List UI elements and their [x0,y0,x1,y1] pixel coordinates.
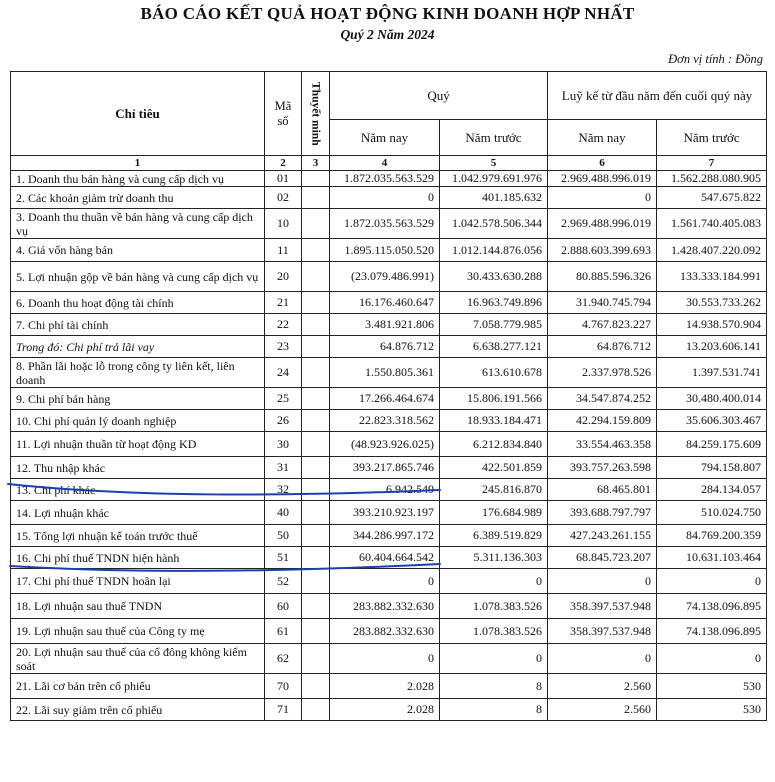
row-code: 61 [265,619,302,644]
table-row [11,501,767,525]
row-quarter-this-year: 17.266.464.674 [330,388,440,410]
row-indicator: 10. Chi phí quản lý doanh nghiệp [11,410,265,432]
row-quarter-this-year: 64.876.712 [330,336,440,358]
row-code: 40 [265,501,302,525]
row-ytd-this-year: 34.547.874.252 [548,388,657,410]
row-ytd-last-year: 284.134.057 [657,479,767,501]
row-ytd-this-year: 2.560 [548,699,657,721]
row-indicator: 3. Doanh thu thuần về bán hàng và cung cấp dịch vụ [11,209,265,239]
row-quarter-last-year: 5.311.136.303 [440,547,548,569]
row-note [302,569,330,594]
row-ytd-last-year: 530 [657,674,767,699]
table-row [11,388,767,410]
row-code: 21 [265,292,302,314]
row-indicator: Trong đó: Chi phí trả lãi vay [11,336,265,358]
row-ytd-this-year: 2.560 [548,674,657,699]
row-ytd-this-year: 393.757.263.598 [548,457,657,479]
row-quarter-last-year: 15.806.191.566 [440,388,548,410]
row-note [302,171,330,187]
row-note [302,358,330,388]
row-indicator: 21. Lãi cơ bản trên cổ phiếu [11,674,265,699]
row-indicator: 19. Lợi nhuận sau thuế của Công ty mẹ [11,619,265,644]
row-ytd-last-year: 1.397.531.741 [657,358,767,388]
row-quarter-last-year: 245.816.870 [440,479,548,501]
row-code: 20 [265,262,302,292]
row-ytd-this-year: 427.243.261.155 [548,525,657,547]
row-code: 32 [265,479,302,501]
row-note [302,187,330,209]
table-row [11,569,767,594]
row-quarter-this-year: 60.404.664.542 [330,547,440,569]
row-quarter-last-year: 1.012.144.876.056 [440,239,548,262]
table-row [11,239,767,262]
row-ytd-last-year: 0 [657,569,767,594]
row-indicator: 9. Chi phí bán hàng [11,388,265,410]
table-row [11,262,767,292]
table-row [11,432,767,457]
row-code: 62 [265,644,302,674]
row-ytd-last-year: 1.562.288.080.905 [657,171,767,187]
row-quarter-this-year: 16.176.460.647 [330,292,440,314]
table-row [11,171,767,187]
row-quarter-this-year: (23.079.486.991) [330,262,440,292]
row-ytd-last-year: 84.769.200.359 [657,525,767,547]
row-indicator: 20. Lợi nhuận sau thuế của cổ đông không kiểm soát [11,644,265,674]
row-note [302,209,330,239]
table-row [11,358,767,388]
row-indicator: 15. Tổng lợi nhuận kế toán trước thuế [11,525,265,547]
header-code: Mã số [265,72,302,156]
row-quarter-this-year: 283.882.332.630 [330,619,440,644]
row-ytd-last-year: 13.203.606.141 [657,336,767,358]
row-quarter-this-year: 0 [330,644,440,674]
row-ytd-last-year: 74.138.096.895 [657,619,767,644]
row-quarter-last-year: 1.042.578.506.344 [440,209,548,239]
row-quarter-last-year: 401.185.632 [440,187,548,209]
row-quarter-last-year: 16.963.749.896 [440,292,548,314]
row-ytd-this-year: 2.969.488.996.019 [548,209,657,239]
row-ytd-this-year: 68.845.723.207 [548,547,657,569]
row-code: 10 [265,209,302,239]
row-note [302,699,330,721]
row-quarter-last-year: 1.078.383.526 [440,619,548,644]
row-quarter-this-year: 0 [330,569,440,594]
row-note [302,388,330,410]
row-quarter-last-year: 613.610.678 [440,358,548,388]
row-ytd-last-year: 794.158.807 [657,457,767,479]
table-row [11,525,767,547]
row-quarter-this-year: 6.942.549 [330,479,440,501]
table-row [11,644,767,674]
row-note [302,239,330,262]
row-indicator: 12. Thu nhập khác [11,457,265,479]
row-indicator: 4. Giá vốn hàng bán [11,239,265,262]
row-code: 30 [265,432,302,457]
row-ytd-last-year: 35.606.303.467 [657,410,767,432]
row-quarter-this-year: 283.882.332.630 [330,594,440,619]
row-code: 01 [265,171,302,187]
table-row [11,594,767,619]
row-ytd-this-year: 358.397.537.948 [548,619,657,644]
row-code: 11 [265,239,302,262]
row-quarter-this-year: 1.872.035.563.529 [330,171,440,187]
row-ytd-this-year: 31.940.745.794 [548,292,657,314]
header-q-this-year: Năm nay [330,120,440,156]
row-code: 60 [265,594,302,619]
row-ytd-this-year: 2.969.488.996.019 [548,171,657,187]
header-y-this-year: Năm nay [548,120,657,156]
row-quarter-this-year: 393.210.923.197 [330,501,440,525]
table-row [11,457,767,479]
row-indicator: 8. Phần lãi hoặc lỗ trong công ty liên kết, liên doanh [11,358,265,388]
table-row [11,187,767,209]
table-row [11,699,767,721]
row-indicator: 14. Lợi nhuận khác [11,501,265,525]
row-code: 23 [265,336,302,358]
row-ytd-last-year: 1.561.740.405.083 [657,209,767,239]
report-title: BÁO CÁO KẾT QUẢ HOẠT ĐỘNG KINH DOANH HỢP NHẤT [140,4,635,23]
col-index-1: 1 [11,156,265,171]
row-indicator: 1. Doanh thu bán hàng và cung cấp dịch vụ [11,171,265,187]
row-indicator: 17. Chi phí thuế TNDN hoãn lại [11,569,265,594]
row-ytd-this-year: 0 [548,187,657,209]
row-quarter-last-year: 18.933.184.471 [440,410,548,432]
income-statement-table [10,71,767,721]
row-ytd-last-year: 510.024.750 [657,501,767,525]
row-note [302,525,330,547]
row-indicator: 2. Các khoản giảm trừ doanh thu [11,187,265,209]
row-quarter-last-year: 8 [440,674,548,699]
row-note [302,674,330,699]
row-quarter-this-year: (48.923.926.025) [330,432,440,457]
row-note [302,644,330,674]
row-quarter-last-year: 0 [440,569,548,594]
row-note [302,594,330,619]
col-index-5: 5 [440,156,548,171]
row-code: 70 [265,674,302,699]
row-ytd-this-year: 80.885.596.326 [548,262,657,292]
row-quarter-this-year: 22.823.318.562 [330,410,440,432]
row-ytd-last-year: 530 [657,699,767,721]
table-row [11,479,767,501]
row-code: 52 [265,569,302,594]
row-code: 22 [265,314,302,336]
table-row [11,292,767,314]
row-code: 50 [265,525,302,547]
row-ytd-last-year: 1.428.407.220.092 [657,239,767,262]
row-note [302,619,330,644]
row-ytd-this-year: 33.554.463.358 [548,432,657,457]
row-note [302,314,330,336]
row-quarter-last-year: 1.078.383.526 [440,594,548,619]
row-quarter-this-year: 1.895.115.050.520 [330,239,440,262]
row-ytd-last-year: 14.938.570.904 [657,314,767,336]
row-quarter-last-year: 8 [440,699,548,721]
table-row [11,619,767,644]
row-quarter-this-year: 393.217.865.746 [330,457,440,479]
row-indicator: 18. Lợi nhuận sau thuế TNDN [11,594,265,619]
header-indicator: Chỉ tiêu [11,72,265,156]
col-index-4: 4 [330,156,440,171]
row-ytd-this-year: 393.688.797.797 [548,501,657,525]
row-quarter-this-year: 1.550.805.361 [330,358,440,388]
row-indicator: 16. Chi phí thuế TNDN hiện hành [11,547,265,569]
table-row [11,314,767,336]
row-quarter-last-year: 0 [440,644,548,674]
row-quarter-last-year: 6.638.277.121 [440,336,548,358]
table-row [11,209,767,239]
table-row [11,674,767,699]
row-note [302,336,330,358]
row-note [302,292,330,314]
row-indicator: 11. Lợi nhuận thuần từ hoạt động KD [11,432,265,457]
row-ytd-this-year: 4.767.823.227 [548,314,657,336]
report-period: Quý 2 Năm 2024 [340,27,435,42]
row-ytd-this-year: 42.294.159.809 [548,410,657,432]
row-quarter-this-year: 344.286.997.172 [330,525,440,547]
row-quarter-last-year: 7.058.779.985 [440,314,548,336]
currency-unit: Đơn vị tính : Đồng [668,52,763,66]
table-row [11,547,767,569]
header-y-last-year: Năm trước [657,120,767,156]
row-note [302,432,330,457]
row-quarter-this-year: 1.872.035.563.529 [330,209,440,239]
row-indicator: 5. Lợi nhuận gộp về bán hàng và cung cấp dịch vụ [11,262,265,292]
row-quarter-this-year: 2.028 [330,699,440,721]
row-quarter-last-year: 1.042.979.691.976 [440,171,548,187]
row-note [302,501,330,525]
row-indicator: 6. Doanh thu hoạt động tài chính [11,292,265,314]
col-index-6: 6 [548,156,657,171]
table-row [11,410,767,432]
row-code: 26 [265,410,302,432]
row-code: 25 [265,388,302,410]
row-ytd-last-year: 74.138.096.895 [657,594,767,619]
row-note [302,457,330,479]
header-q-last-year: Năm trước [440,120,548,156]
row-ytd-last-year: 10.631.103.464 [657,547,767,569]
row-ytd-this-year: 2.337.978.526 [548,358,657,388]
row-ytd-last-year: 30.480.400.014 [657,388,767,410]
row-ytd-this-year: 68.465.801 [548,479,657,501]
row-ytd-this-year: 0 [548,569,657,594]
row-ytd-last-year: 133.333.184.991 [657,262,767,292]
row-quarter-this-year: 2.028 [330,674,440,699]
row-indicator: 13. Chi phí khác [11,479,265,501]
col-index-7: 7 [657,156,767,171]
row-code: 51 [265,547,302,569]
row-quarter-last-year: 6.389.519.829 [440,525,548,547]
row-quarter-last-year: 176.684.989 [440,501,548,525]
row-code: 24 [265,358,302,388]
row-code: 02 [265,187,302,209]
row-code: 31 [265,457,302,479]
row-quarter-last-year: 422.501.859 [440,457,548,479]
row-quarter-this-year: 3.481.921.806 [330,314,440,336]
row-code: 71 [265,699,302,721]
row-ytd-last-year: 84.259.175.609 [657,432,767,457]
row-quarter-this-year: 0 [330,187,440,209]
row-ytd-last-year: 0 [657,644,767,674]
row-ytd-this-year: 358.397.537.948 [548,594,657,619]
header-quarter: Quý [330,72,548,120]
row-ytd-this-year: 64.876.712 [548,336,657,358]
row-ytd-last-year: 30.553.733.262 [657,292,767,314]
row-ytd-this-year: 2.888.603.399.693 [548,239,657,262]
row-note [302,410,330,432]
row-ytd-this-year: 0 [548,644,657,674]
header-note: Thuyết minh [302,72,330,156]
row-note [302,479,330,501]
col-index-2: 2 [265,156,302,171]
row-indicator: 7. Chi phí tài chính [11,314,265,336]
row-note [302,547,330,569]
row-quarter-last-year: 30.433.630.288 [440,262,548,292]
row-indicator: 22. Lãi suy giảm trên cổ phiếu [11,699,265,721]
row-ytd-last-year: 547.675.822 [657,187,767,209]
header-ytd: Luỹ kế từ đầu năm đến cuối quý này [548,72,767,120]
row-note [302,262,330,292]
col-index-3: 3 [302,156,330,171]
table-row [11,336,767,358]
row-quarter-last-year: 6.212.834.840 [440,432,548,457]
